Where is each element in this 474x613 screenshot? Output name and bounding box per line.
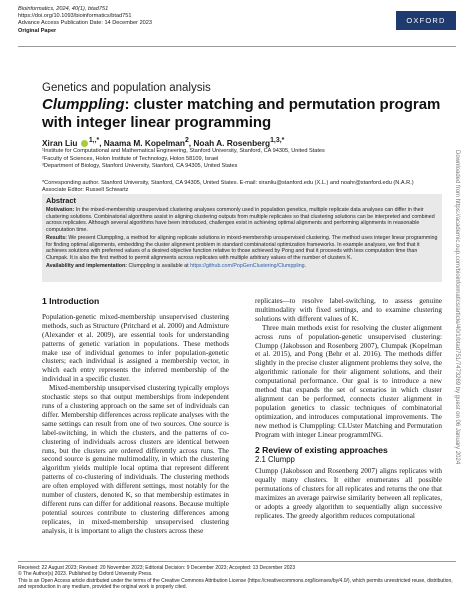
doi-link[interactable]: https://doi.org/10.1093/bioinformatics/btad751 (18, 13, 132, 20)
correspondence (42, 180, 442, 194)
right-column (255, 297, 442, 521)
clumpp-subheading: 2.1 Clumpp (255, 455, 295, 465)
footer-rule (18, 561, 456, 562)
paper-title (42, 96, 442, 131)
journal-header (18, 6, 318, 35)
license: This is an Open Access article distributed under the terms of the Creative Commons Attribution License (https://creativecommons.org/licenses/by/4.0/), which permits unrestricted reuse, distribution, and reproduction in any medium, provided the original work is properly cited. (18, 577, 453, 591)
availability-label: Availability and implementation: (46, 262, 128, 269)
author-1-affil: 1, (88, 137, 95, 144)
author-3-star: * (281, 137, 285, 144)
download-sidebar (451, 150, 461, 490)
intro-paragraph-2: Mixed-membership unsupervised clustering typically employs stochastic steps so that output memberships from independent runs of a clustering approach on the same set of individuals can differ. Membership differences across replicate analyses with the same settings can result from one of two sources. One source is label-switching, in which the clusters, and the patterns of co-clustering of individuals across clusters are identical between runs, but the clusters are ordered differently across runs. The second source is genuine multimodality, in which the clustering algorithm yields multiple local optima that represent different patterns of co-clustering of individuals. The clustering methods are often employed with different settings, most notably for the number of clusters, denoted K, so that membership estimates in different runs can differ for additional reasons. Because multiple potential sources contribute to clustering differences among replicates, in mixed-membership unsupervised clustering analysis, it is important to align the clusters across these (42, 384, 229, 535)
download-note: Downloaded from https://academic.oup.com/bioinformatics/article/40/1/btad751/7473269 by guest on 06 January 2024 (454, 150, 460, 465)
affiliation-3: ³Department of Biology, Stanford University, Stanford, CA 94305, United States (42, 163, 238, 170)
advance-access-date: Advance Access Publication Date: 14 December 2023 (18, 20, 153, 27)
journal-citation: Bioinformatics, 2024, 40(1), btad751 (18, 6, 109, 12)
motivation-label: Motivation: (46, 207, 75, 213)
availability-post: . (304, 262, 307, 269)
paper-type: Original Paper (18, 27, 57, 34)
oxford-logo: OXFORD (396, 11, 456, 30)
right-paragraph-1: replicates—to resolve label-switching, to assess genuine multimodality with fixed settings, and to examine clustering solutions with different values of K. (255, 297, 442, 323)
orcid-icon[interactable] (81, 140, 88, 147)
correspondence-text: *Corresponding author. Stanford University, Stanford, CA 94305, United States. E-mail: xiranliu@stanford.edu (X.L.) and noahr@stanford.edu (N.A.R.) (42, 180, 414, 186)
intro-heading: 1 Introduction (42, 296, 100, 306)
intro-paragraph-1: Population-genetic mixed-membership unsupervised clustering methods, such as Structure (Pritchard et al. 2000) and Admixture (Alexander et al. 2009), are essential tools for understanding patterns of genetic variation in populations. These methods make use of individual genomes to infer population-genetic clusters; each individual is assigned a membership vector, in which each entry represents the inferred membership of the individual in a specific cluster. (42, 312, 229, 384)
received-dates: Received: 22 August 2023; Revised: 20 November 2023; Editorial Decision: 9 December 2023; Accepted: 13 December 2023 (18, 565, 296, 571)
author-2-affil: 2 (184, 137, 189, 144)
affiliations (42, 148, 442, 171)
author-3[interactable]: , Noah A. Rosenberg (188, 137, 271, 148)
author-1[interactable]: Xiran Liu (42, 137, 78, 148)
github-link[interactable]: https://github.com/PopGenClustering/Clumppling (190, 262, 305, 269)
section-label: Genetics and population analysis (42, 82, 211, 94)
review-heading: 2 Review of existing approaches (255, 444, 388, 455)
author-1-star: ,* (94, 137, 100, 144)
header-rule (18, 46, 456, 47)
abstract-body (46, 207, 439, 271)
title-italic: Clumppling (42, 96, 125, 113)
affiliation-1: ¹Institute for Computational and Mathematical Engineering, Stanford University, Stanford, CA 94305, United States (42, 148, 325, 154)
affiliation-2: ²Faculty of Sciences, Holon Institute of Technology, Holon 58109, Israel (42, 155, 219, 162)
motivation-text: In the mixed-membership unsupervised clustering analyses commonly used in population genetics, multiple replicate data analyses can differ in their clustering solutions. Combinatorial algorithms assist in aligning clustering outputs from multiple replicates so that clustering solutions can be interpreted and combined across replicates. Although several algorithms have been introduced, challenges exist in achieving optimal alignments and performing alignments in reasonable computation time. (46, 207, 435, 233)
associate-editor: Associate Editor: Russell Schwartz (42, 187, 129, 193)
author-3-affil: 1,3, (270, 137, 282, 144)
author-2[interactable]: , Naama M. Kopelman (99, 137, 185, 148)
left-column (42, 297, 229, 536)
abstract-heading: Abstract (46, 196, 76, 205)
copyright: © The Author(s) 2023. Published by Oxford University Press. (18, 571, 153, 578)
right-paragraph-2: Three main methods exist for resolving the cluster alignment across runs of population-genetic unsupervised clustering: Clumpp (Jakobsson and Rosenberg 2007), Clumpak (Kopelman et al. 2015), and Pong (Behr et al. 2016). The methods differ slightly in the precise cluster alignment problems they solve, the algorithmic rationale for their alignment solutions, and their computational performance. Our goal is to introduce a new method that expands the set of scenarios in which cluster alignment can be performed, connects cluster alignment in population genetics to classic techniques of combinatorial optimization, and introduces computational improvements. The new method is Clumppling: CLUster Matching and Permutation Program with integer Linear programmING. (255, 323, 442, 439)
author-list (42, 137, 284, 148)
footer (18, 565, 456, 591)
right-paragraph-3: Clumpp (Jakobsson and Rosenberg 2007) aligns replicates with equally many clusters. It either enumerates all possible permutations of clusters for all replicates and returns the one that maximizes an average pairwise similarity between all replicates, or adopts a greedy algorithm to sequentially align successive replicates. The greedy algorithm reduces computational (255, 467, 442, 520)
results-label: Results: (46, 234, 67, 241)
title-rest: : cluster matching and permutation program with integer linear programming (42, 96, 441, 131)
availability-pre: Clumppling is available at (127, 262, 191, 269)
results-text: We present Clumppling, a method for aligning replicate solutions in mixed-membership unsupervised clustering. The method uses integer linear programming for finding optimal alignments, embedding the cluster alignment problem in standard combinatorial optimization frameworks. In example analyses, we find that it achieves solutions with preferred values of a desired objective function relative to those achieved by Pong and that it proceeds with less computation time than Clumpak. It is also the first method to permit alignments across replicates with multiple arbitrary values of the number of clusters K. (46, 234, 438, 261)
